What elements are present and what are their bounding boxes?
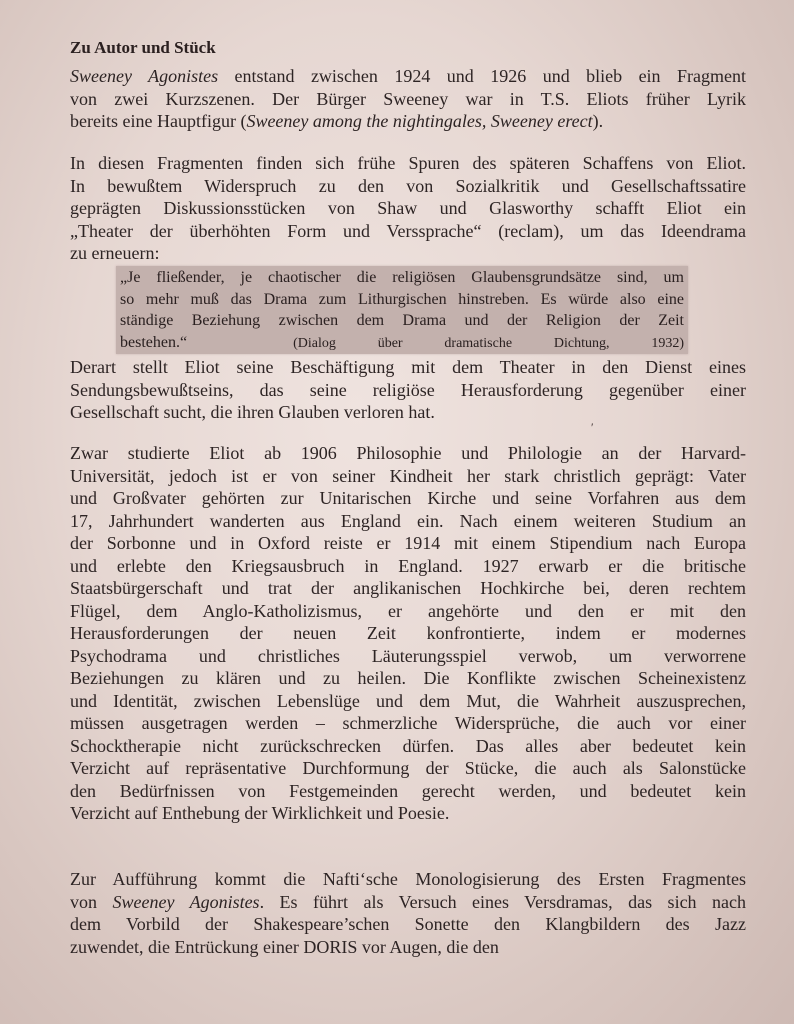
text-line: müssen ausgetragen werden – schmerzliche Widersprüche, die auch vor einer — [70, 713, 746, 733]
text-line: Gesellschaft sucht, die ihren Glauben verloren hat. — [70, 402, 435, 422]
text-line: geprägten Diskussionsstücken von Shaw und Glasworthy schafft Eliot ein — [70, 198, 746, 218]
text-line: und Großvater gehörten zur Unitarischen Kirche und seine Vorfahren aus dem — [70, 488, 746, 508]
text-line: bereits eine Hauptfigur (Sweeney among the nightingales, Sweeney erect). — [70, 111, 604, 131]
text-line: und erlebte den Kriegsausbruch in England. 1927 erwarb er die britische — [70, 555, 746, 576]
text-line: von Sweeney Agonistes. Es führt als Versuch eines Versdramas, das sich nach — [70, 891, 746, 912]
paragraph-performance — [70, 868, 746, 958]
work-title: Sweeney Agonistes — [70, 66, 219, 86]
quote-line: so mehr muß das Drama zum Lithurgischen hinstreben. Es würde also eine — [120, 290, 684, 308]
text-line: Sendungsbewußtseins, das seine religiöse Herausforderung gegenüber einer — [70, 379, 746, 400]
text-line: Schocktherapie nicht zurückschrecken dürfen. Das alles aber bedeutet kein — [70, 735, 746, 756]
text-line: Zur Aufführung kommt die Nafti‘sche Monologisierung des Ersten Fragmentes — [70, 869, 746, 889]
text-line: den Bedürfnissen von Festgemeinden gerecht werden, und bedeutet kein — [70, 780, 746, 801]
text-line: Zwar studierte Eliot ab 1906 Philosophie und Philologie an der Harvard- — [70, 443, 746, 463]
stray-mark: ′ — [591, 420, 594, 434]
section-heading: Zu Autor und Stück — [70, 38, 216, 57]
quote-line: ständige Beziehung zwischen dem Drama und der Religion der Zeit — [120, 312, 684, 329]
quote-citation: (Dialog über dramatische Dichtung, 1932) — [293, 335, 684, 351]
paragraph-intro — [70, 65, 746, 133]
paragraph-mission — [70, 356, 746, 424]
text-line: Sweeney Agonistes entstand zwischen 1924 und 1926 und blieb ein Fragment — [70, 66, 746, 86]
text-line: und Identität, zwischen Lebenslüge und dem Mut, die Wahrheit auszusprechen, — [70, 690, 746, 711]
work-title: Sweeney Agonistes — [112, 891, 260, 912]
text-line: In bewußtem Widerspruch zu den von Sozialkritik und Gesellschaftssatire — [70, 175, 746, 196]
quote-line: „Je fließender, je chaotischer die religiösen Glaubensgrundsätze sind, um — [120, 269, 684, 286]
text-line: Flügel, dem Anglo-Katholizismus, er angehörte und den er mit den — [70, 600, 746, 621]
text-line: In diesen Fragmenten finden sich frühe Spuren des späteren Schaffens von Eliot. — [70, 153, 746, 173]
text-line: zuwendet, die Entrückung einer DORIS vor Augen, die den — [70, 936, 499, 957]
text-line: Herausforderungen der neuen Zeit konfrontierte, indem er modernes — [70, 623, 746, 643]
text-line: dem Vorbild der Shakespeare’schen Sonette den Klangbildern des Jazz — [70, 914, 746, 934]
block-quote — [120, 267, 684, 354]
text-line: Verzicht auf Enthebung der Wirklichkeit und Poesie. — [70, 803, 450, 823]
text-line: Derart stellt Eliot seine Beschäftigung mit dem Theater in den Dienst eines — [70, 357, 746, 377]
text-line: Staatsbürgerschaft und trat der anglikanischen Hochkirche bei, deren rechtem — [70, 578, 746, 598]
text-line: von zwei Kurzszenen. Der Bürger Sweeney war in T.S. Eliots früher Lyrik — [70, 88, 746, 109]
text-line: Psychodrama und christliches Läuterungsspiel verwob, um verworrene — [70, 645, 746, 666]
work-titles: Sweeney among the nightingales, Sweeney erect — [246, 111, 593, 131]
paragraph-biography — [70, 442, 746, 825]
text-line: „Theater der überhöhten Form und Verssprache“ (reclam), um das Ideendrama — [70, 220, 746, 241]
text-line: zu erneuern: — [70, 243, 160, 263]
text-line: der Sorbonne und in Oxford reiste er 1914 mit einem Stipendium nach Europa — [70, 533, 746, 553]
text-line: Verzicht auf repräsentative Durchformung der Stücke, die auch als Salonstücke — [70, 758, 746, 778]
text-line: 17, Jahrhundert wanderten aus England ein. Nach einem weiteren Studium an — [70, 510, 746, 531]
text-line: Universität, jedoch ist er von seiner Kindheit her stark christlich geprägt: Vater — [70, 465, 746, 486]
paragraph-fragments — [70, 152, 746, 265]
text-line: Beziehungen zu klären und zu heilen. Die Konflikte zwischen Scheinexistenz — [70, 668, 746, 688]
quote-line: bestehen.“ (Dialog über dramatische Dichtung, 1932) — [120, 333, 684, 351]
